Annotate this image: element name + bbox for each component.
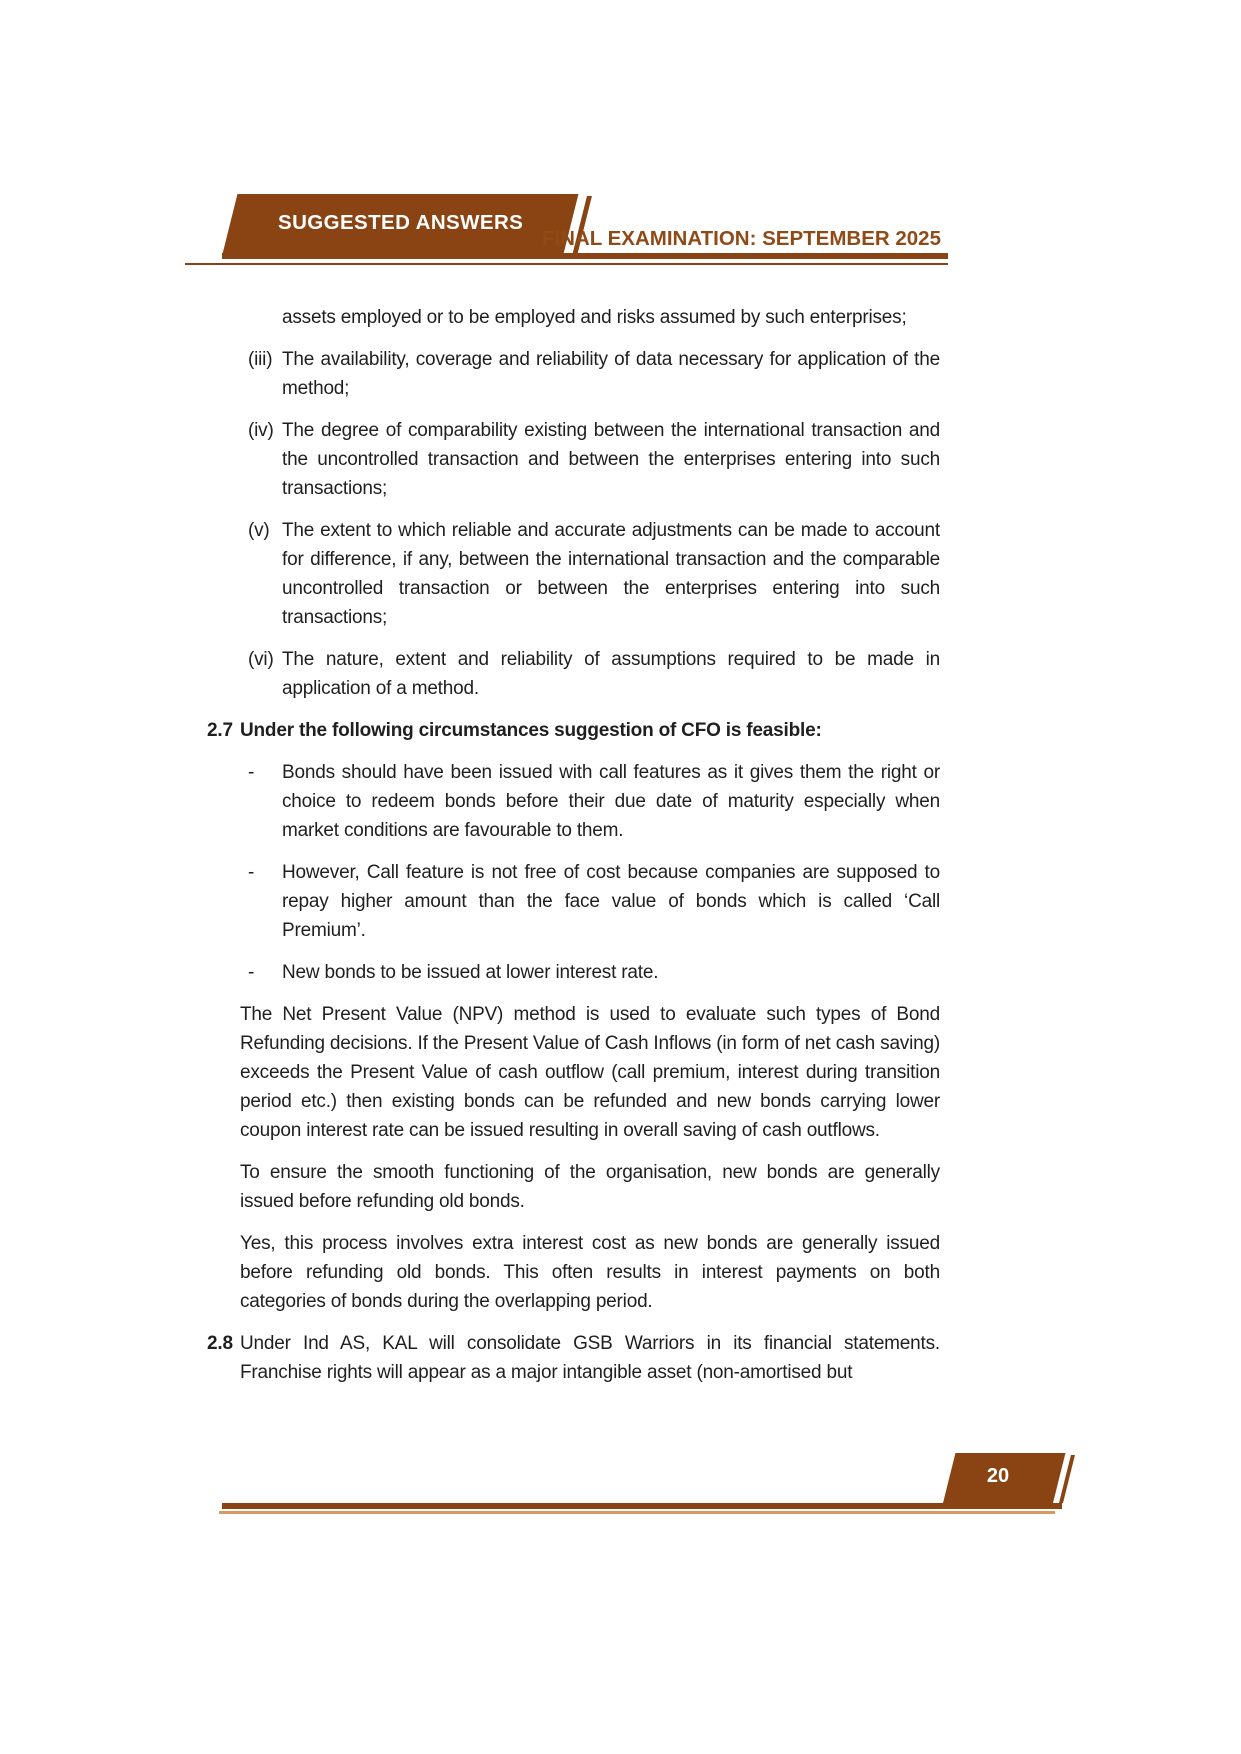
bullet-item: [207, 858, 940, 945]
item-text: The degree of comparability existing between the international transaction and the uncontrolled transaction and between the enterprises entering into such transactions;: [282, 420, 940, 499]
bullet-item: [207, 758, 940, 845]
header-rule-thin: [185, 263, 948, 265]
section-heading-text: Under the following circumstances suggestion of CFO is feasible:: [240, 720, 822, 741]
continuation-paragraph: [207, 303, 940, 332]
item-text: The extent to which reliable and accurate adjustments can be made to account for difference, if any, between the international transaction and the comparable uncontrolled transaction or between the enterprises entering into such transactions;: [282, 520, 940, 628]
paragraph-text: The Net Present Value (NPV) method is used to evaluate such types of Bond Refunding decisions. If the Present Value of Cash Inflows (in form of net cash saving) exceeds the Present Value of cash outflow (call premium, interest during transition period etc.) then existing bonds can be refunded and new bonds carrying lower coupon interest rate can be issued resulting in overall saving of cash outflows.: [240, 1004, 940, 1141]
exam-session-title: FINAL EXAMINATION: SEPTEMBER 2025: [541, 227, 941, 250]
section-number: 2.7: [207, 720, 233, 741]
item-label: (vi): [248, 649, 274, 670]
footer-rule-thick: [222, 1503, 1062, 1509]
bullet-text: Bonds should have been issued with call features as it gives them the right or choice to redeem bonds before their due date of maturity especially when market conditions are favourable to them.: [282, 762, 940, 841]
bullet-dash: -: [248, 962, 255, 983]
header-rule-thick: [222, 253, 948, 259]
paragraph: [240, 1158, 940, 1216]
list-item-iv: [207, 416, 940, 503]
bullet-dash: -: [248, 762, 255, 783]
item-text: The availability, coverage and reliability of data necessary for application of the method;: [282, 349, 940, 399]
paragraph-text: To ensure the smooth functioning of the organisation, new bonds are generally issued before refunding old bonds.: [240, 1162, 940, 1212]
paragraph-text: Yes, this process involves extra interest cost as new bonds are generally issued before refunding old bonds. This often results in interest payments on both categories of bonds during the overlapping period.: [240, 1233, 940, 1312]
footer-rule-thin: [219, 1511, 1055, 1514]
paragraph: [240, 1000, 940, 1145]
item-label: (v): [248, 520, 270, 541]
list-item-v: [207, 516, 940, 632]
item-label: (iii): [248, 349, 273, 370]
paragraph-text: assets employed or to be employed and risks assumed by such enterprises;: [282, 307, 907, 328]
item-label: (iv): [248, 420, 274, 441]
bullet-text: However, Call feature is not free of cost because companies are supposed to repay higher amount than the face value of bonds which is called ‘Call Premium’.: [282, 862, 940, 941]
bullet-text: New bonds to be issued at lower interest rate.: [282, 962, 659, 983]
section-text: Under Ind AS, KAL will consolidate GSB Warriors in its financial statements. Franchise rights will appear as a major intangible asset (non-amortised but: [240, 1333, 940, 1383]
bullet-dash: -: [248, 862, 255, 883]
bullet-item: [207, 958, 940, 987]
list-item-iii: [207, 345, 940, 403]
list-item-vi: [207, 645, 940, 703]
section-number: 2.8: [207, 1333, 233, 1354]
paragraph: [240, 1229, 940, 1316]
item-text: The nature, extent and reliability of assumptions required to be made in application of a method.: [282, 649, 940, 699]
banner-title: SUGGESTED ANSWERS: [278, 211, 524, 234]
page-number: 20: [986, 1465, 1010, 1487]
section-heading-2-7: [207, 716, 940, 745]
section-2-8: [207, 1329, 940, 1387]
answers-content: [207, 303, 940, 1400]
